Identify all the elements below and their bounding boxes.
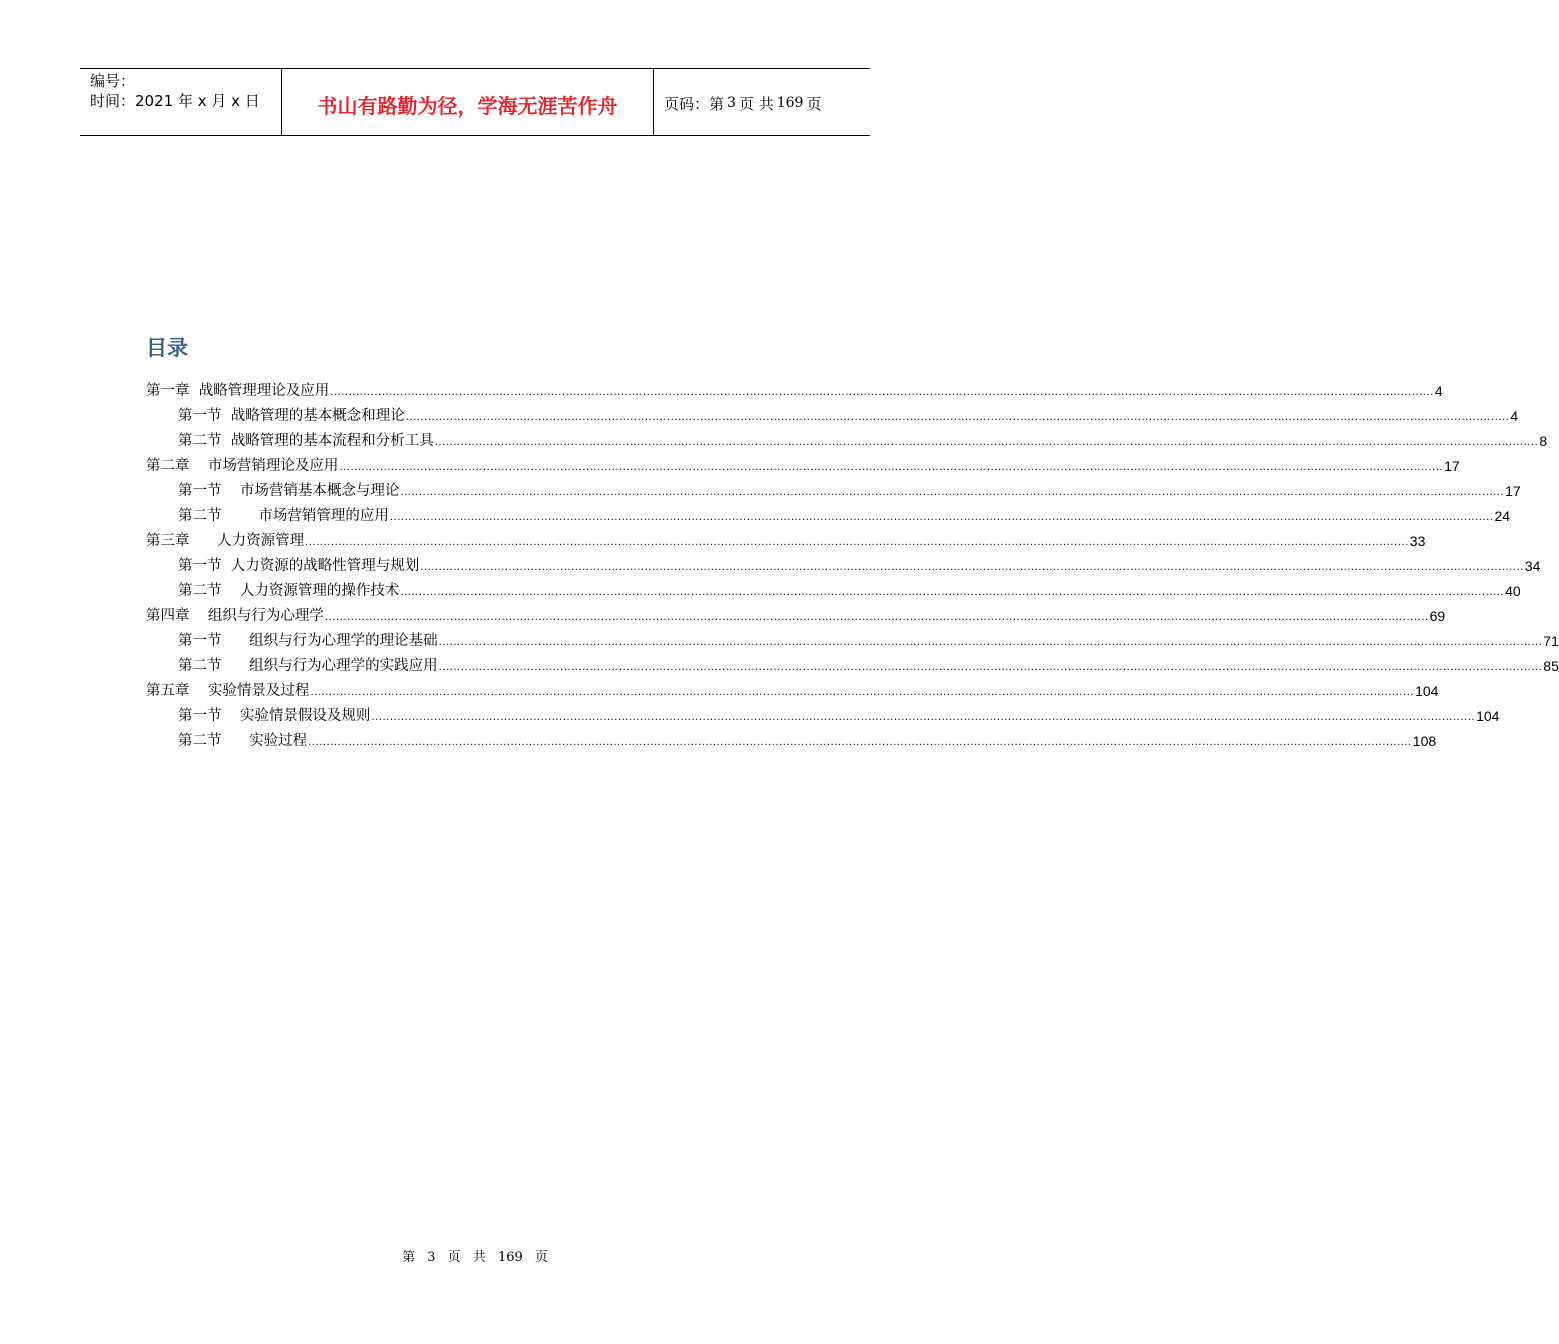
toc-entry-page: 33 xyxy=(1409,533,1426,549)
footer-prefix: 第 xyxy=(402,1250,416,1265)
toc-leader-dots: ............................................................................................................................................................................................................................................................................................................ xyxy=(330,387,1434,398)
toc-entry-page: 104 xyxy=(1415,683,1439,699)
toc-entry-text: 第二节 市场营销管理的应用 xyxy=(178,508,389,524)
toc-entry-text: 第一节 实验情景假设及规则 xyxy=(178,708,371,724)
toc-entry[interactable] xyxy=(146,526,1426,551)
toc-entry[interactable] xyxy=(146,426,1548,451)
toc-entry[interactable] xyxy=(146,651,1559,676)
toc-leader-dots: ............................................................................................................................................................................................................................................................................................................ xyxy=(420,562,1524,573)
toc-leader-dots: ............................................................................................................................................................................................................................................................................................................ xyxy=(308,737,1412,748)
page-header xyxy=(80,68,870,136)
toc-leader-dots: ............................................................................................................................................................................................................................................................................................................ xyxy=(389,512,1494,523)
header-number-label: 编号： xyxy=(90,72,136,90)
toc-leader-dots: ............................................................................................................................................................................................................................................................................................................ xyxy=(324,612,1429,623)
toc-entry-page: 69 xyxy=(1429,608,1446,624)
toc-leader-dots: ............................................................................................................................................................................................................................................................................................................ xyxy=(371,712,1476,723)
toc-entry-text: 第二章 市场营销理论及应用 xyxy=(146,458,339,474)
toc-entry-text: 第二节 人力资源管理的操作技术 xyxy=(178,583,400,599)
toc-entry-text: 第一节 人力资源的战略性管理与规划 xyxy=(178,558,420,574)
header-page-mid: 页 共 xyxy=(738,94,774,113)
header-page-total: 169 xyxy=(776,95,804,111)
footer-total-pages: 169 xyxy=(497,1250,523,1265)
toc-entry[interactable] xyxy=(146,701,1500,726)
footer-mid1: 页 xyxy=(447,1250,461,1265)
toc-entry-text: 第一节 战略管理的基本概念和理论 xyxy=(178,408,405,424)
toc-leader-dots: ............................................................................................................................................................................................................................................................................................................ xyxy=(400,487,1505,498)
footer-suffix: 页 xyxy=(534,1250,548,1265)
toc-entry-text: 第五章 实验情景及过程 xyxy=(146,683,310,699)
toc-entry-text: 第二节 战略管理的基本流程和分析工具 xyxy=(178,433,434,449)
toc-entry-page: 71 xyxy=(1543,633,1559,649)
header-page-info xyxy=(654,69,870,135)
toc-entry-page: 104 xyxy=(1476,708,1500,724)
toc-leader-dots: ............................................................................................................................................................................................................................................................................................................ xyxy=(400,587,1505,598)
toc-entry-page: 108 xyxy=(1412,733,1437,749)
toc-leader-dots: ............................................................................................................................................................................................................................................................................................................ xyxy=(305,537,1409,548)
header-motto: 书山有路勤为径，学海无涯苦作舟 xyxy=(282,69,654,135)
toc-entry-page: 4 xyxy=(1510,408,1519,424)
header-page-current: 3 xyxy=(727,95,736,111)
toc-entry-page: 85 xyxy=(1543,658,1559,674)
header-meta xyxy=(80,69,282,135)
toc-entry-page: 17 xyxy=(1505,483,1521,499)
toc-entry[interactable] xyxy=(146,726,1437,751)
toc-leader-dots: ............................................................................................................................................................................................................................................................................................................ xyxy=(339,462,1444,473)
header-page-prefix: 页码：第 xyxy=(664,94,725,113)
toc-entry-text: 第一节 组织与行为心理学的理论基础 xyxy=(178,633,438,649)
header-page-suffix: 页 xyxy=(806,94,822,113)
footer-mid2: 共 xyxy=(472,1250,486,1265)
toc-entry[interactable] xyxy=(146,551,1541,576)
table-of-contents xyxy=(146,376,1559,751)
toc-entry-page: 8 xyxy=(1539,433,1548,449)
toc-entry[interactable] xyxy=(146,626,1559,651)
toc-entry-text: 第一章 战略管理理论及应用 xyxy=(146,383,330,399)
toc-entry-page: 24 xyxy=(1494,508,1511,524)
header-time-label: 时间：2021 年 x 月 x 日 xyxy=(90,92,260,110)
toc-leader-dots: ............................................................................................................................................................................................................................................................................................................ xyxy=(310,687,1415,698)
toc-entry-page: 17 xyxy=(1444,458,1460,474)
page-footer xyxy=(0,1246,950,1265)
toc-entry[interactable] xyxy=(146,601,1446,626)
toc-entry-page: 4 xyxy=(1434,383,1443,399)
toc-entry[interactable] xyxy=(146,401,1519,426)
toc-entry-page: 34 xyxy=(1524,558,1541,574)
toc-entry-text: 第一节 市场营销基本概念与理论 xyxy=(178,483,400,499)
toc-entry[interactable] xyxy=(146,476,1521,501)
toc-entry[interactable] xyxy=(146,376,1443,401)
toc-leader-dots: ............................................................................................................................................................................................................................................................................................................ xyxy=(438,637,1543,648)
toc-leader-dots: ............................................................................................................................................................................................................................................................................................................ xyxy=(438,662,1543,673)
toc-entry-page: 40 xyxy=(1505,583,1521,599)
toc-entry-text: 第二节 组织与行为心理学的实践应用 xyxy=(178,658,438,674)
toc-entry[interactable] xyxy=(146,576,1521,601)
toc-title: 目录 xyxy=(146,336,188,360)
toc-entry-text: 第二节 实验过程 xyxy=(178,733,308,749)
toc-entry-text: 第三章 人力资源管理 xyxy=(146,533,305,549)
toc-entry[interactable] xyxy=(146,501,1511,526)
toc-entry[interactable] xyxy=(146,451,1460,476)
toc-leader-dots: ............................................................................................................................................................................................................................................................................................................ xyxy=(434,437,1539,448)
toc-entry-text: 第四章 组织与行为心理学 xyxy=(146,608,324,624)
footer-current-page: 3 xyxy=(427,1250,436,1265)
toc-leader-dots: ............................................................................................................................................................................................................................................................................................................ xyxy=(405,412,1510,423)
toc-entry[interactable] xyxy=(146,676,1439,701)
